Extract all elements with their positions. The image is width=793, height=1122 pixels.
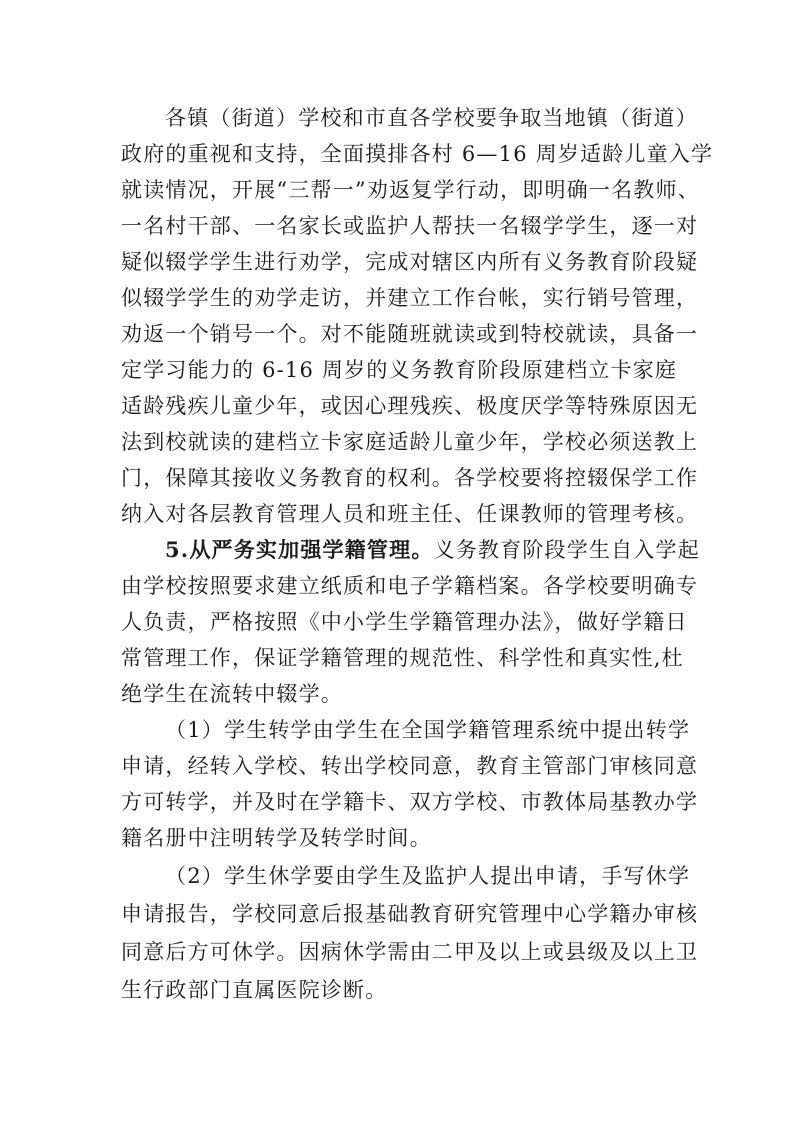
- paragraph-line: 人负责，严格按照《中小学生学籍管理办法》，做好学籍日: [121, 610, 688, 634]
- paragraph-line: 疑似辍学学生进行劝学，完成对辖区内所有义务教育阶段疑: [121, 250, 699, 274]
- section-5-heading: 5.从严务实加强学籍管理。: [165, 537, 434, 562]
- paragraph-line: 法到校就读的建档立卡家庭适龄儿童少年，学校必须送教上: [121, 430, 699, 454]
- paragraph-line: 政府的重视和支持，全面摸排各村 6—16 周岁适龄儿童入学: [121, 142, 714, 166]
- paragraph-line: 适龄残疾儿童少年，或因心理残疾、极度厌学等特殊原因无: [121, 394, 699, 418]
- paragraph-line: 由学校按照要求建立纸质和电子学籍档案。各学校要明确专: [121, 574, 699, 598]
- paragraph-line: 就读情况，开展“三帮一”劝返复学行动，即明确一名教师、: [121, 178, 700, 202]
- paragraph-line: 方可转学，并及时在学籍卡、双方学校、市教体局基教办学: [121, 790, 699, 814]
- paragraph-line: 定学习能力的 6-16 周岁的义务教育阶段原建档立卡家庭: [121, 358, 678, 382]
- paragraph-line: （2）学生休学要由学生及监护人提出申请，手写休学: [165, 864, 691, 888]
- section-heading-line: [165, 538, 700, 562]
- paragraph-line: 生行政部门直属医院诊断。: [121, 978, 388, 1002]
- paragraph-line: 同意后方可休学。因病休学需由二甲及以上或县级及以上卫: [121, 940, 699, 964]
- paragraph-line: 绝学生在流转中辍学。: [121, 682, 343, 706]
- paragraph-line: 似辍学学生的劝学走访，并建立工作台帐，实行销号管理，: [121, 286, 699, 310]
- paragraph-line: 门，保障其接收义务教育的权利。各学校要将控辍保学工作: [121, 466, 699, 490]
- section-5-first-line: 义务教育阶段学生自入学起: [433, 538, 700, 562]
- paragraph-line: 各镇（街道）学校和市直各学校要争取当地镇（街道）: [165, 106, 698, 130]
- paragraph-line: 纳入对各层教育管理人员和班主任、任课教师的管理考核。: [121, 502, 699, 526]
- paragraph-line: 常管理工作，保证学籍管理的规范性、科学性和真实性,杜: [121, 646, 684, 670]
- paragraph-line: 申请报告，学校同意后报基础教育研究管理中心学籍办审核: [121, 902, 699, 926]
- paragraph-line: 籍名册中注明转学及转学时间。: [121, 826, 432, 850]
- paragraph-line: 一名村干部、一名家长或监护人帮扶一名辍学学生，逐一对: [121, 214, 699, 238]
- paragraph-line: （1）学生转学由学生在全国学籍管理系统中提出转学: [165, 718, 691, 742]
- paragraph-line: 申请，经转入学校、转出学校同意，教育主管部门审核同意: [121, 754, 699, 778]
- paragraph-line: 劝返一个销号一个。对不能随班就读或到特校就读，具备一: [121, 322, 699, 346]
